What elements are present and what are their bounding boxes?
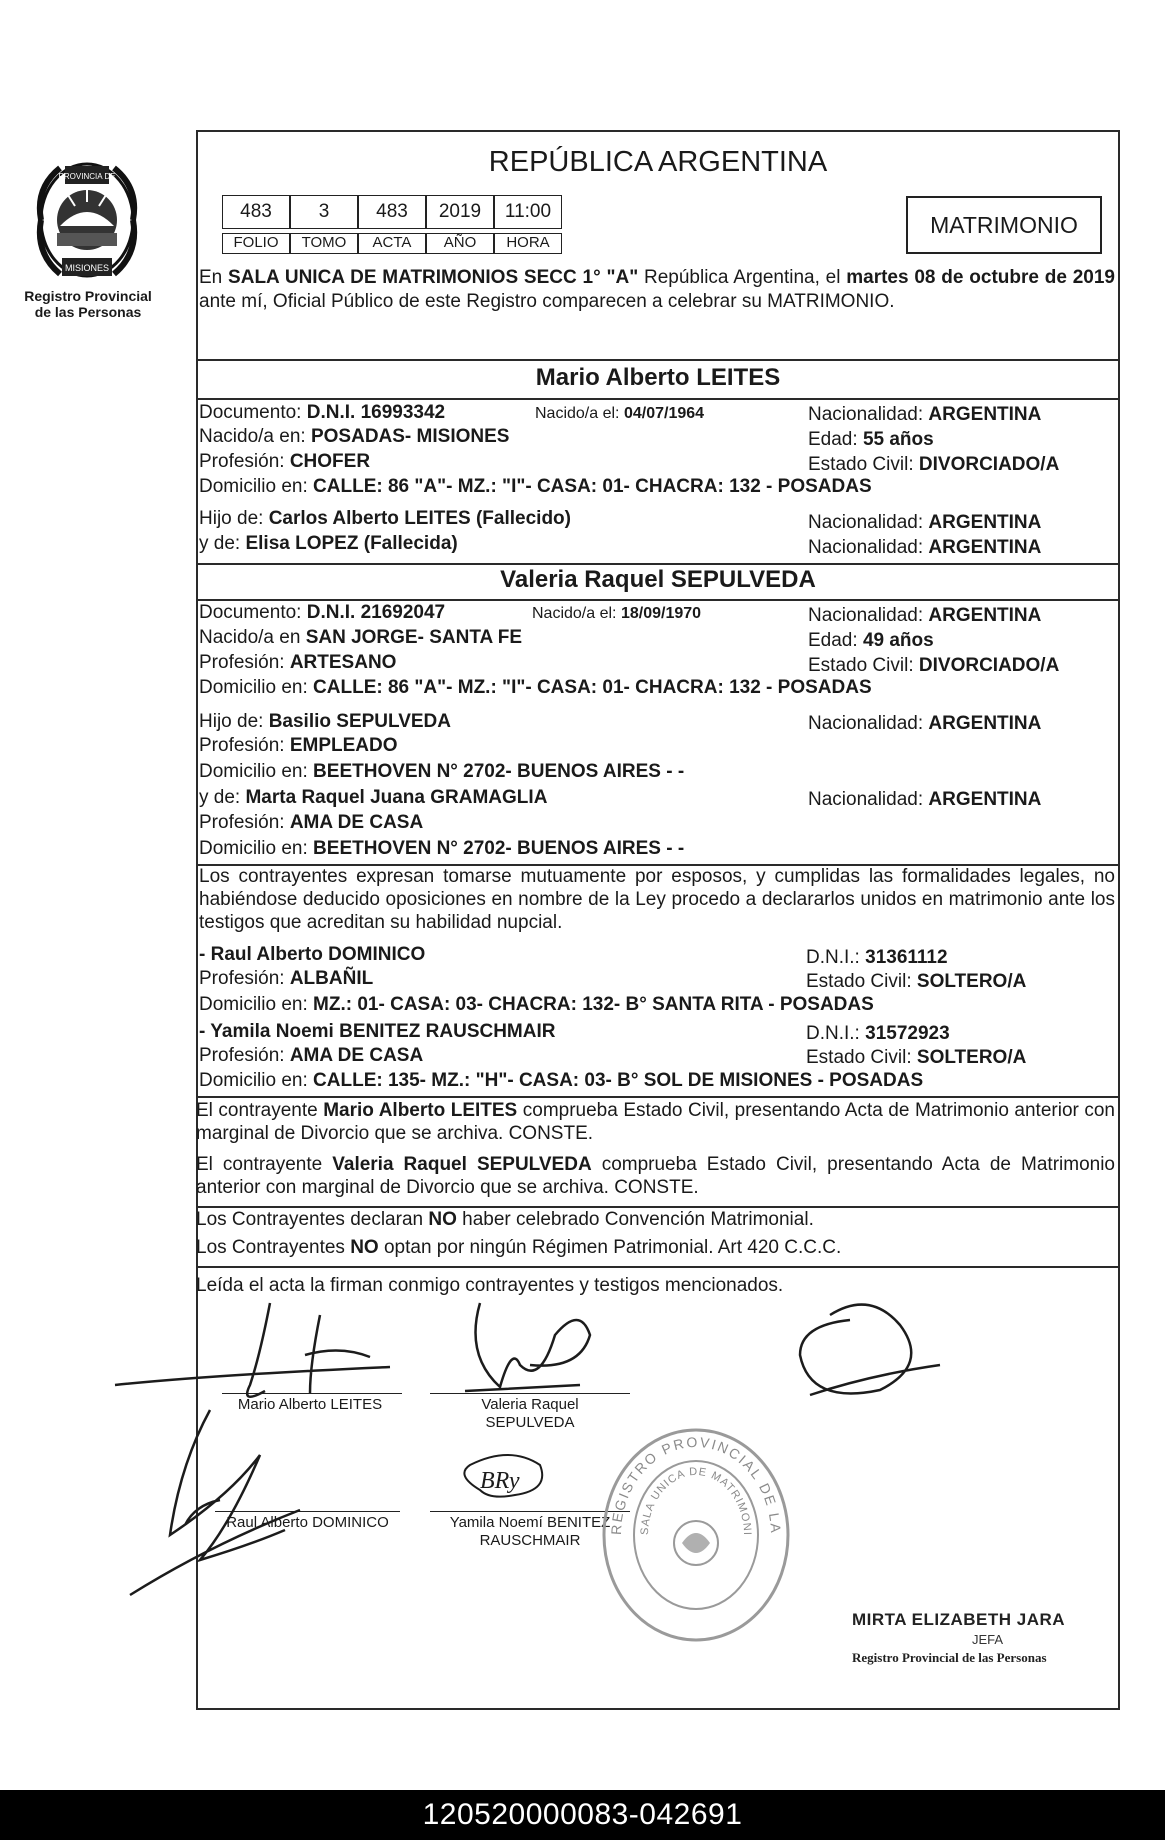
witness2-name: - Yamila Noemi BENITEZ RAUSCHMAIR [199,1021,556,1042]
patrimonial-line-1: Los Contrayentes declaran NO haber celebrado Convención Matrimonial. [196,1209,814,1230]
official-org: Registro Provincial de las Personas [852,1650,1047,1665]
signature-caption-mario: Mario Alberto LEITES [237,1396,383,1413]
spouse1-mother: y de: Elisa LOPEZ (Fallecida) [199,533,458,554]
hour-label: HORA [494,233,562,254]
witness2-civil-status: Estado Civil: SOLTERO/A [806,1047,1027,1068]
spouse2-profession: Profesión: ARTESANO [199,652,397,673]
spouse2-age: Edad: 49 años [808,630,934,651]
civil-proof-a: El contrayente Mario Alberto LEITES comprueba Estado Civil, presentando Acta de Matrimonio anterior con marginal de Divorcio que se archiva. CONSTE. [196,1100,1115,1144]
spouse2-nationality: Nacionalidad: ARGENTINA [808,605,1042,626]
witness1-name: - Raul Alberto DOMINICO [199,944,426,965]
signature-valeria-icon [465,1303,590,1391]
spouse1-doc: Documento: D.N.I. 16993342 [199,402,446,423]
svg-text:PROVINCIA DE: PROVINCIA DE [58,172,116,181]
registry-caption [18,288,158,320]
official-stamp [596,1425,796,1645]
year-value: 2019 [426,195,494,229]
signature-mario-icon [115,1303,390,1397]
record-type-box: MATRIMONIO [906,196,1102,254]
page-title: REPÚBLICA ARGENTINA [488,146,828,178]
svg-text:REGISTRO PROVINCIAL DE LAS PER: REGISTRO PROVINCIAL DE LA [607,1433,785,1536]
spouse1-civil-status: Estado Civil: DIVORCIADO/A [808,454,1060,475]
province-seal [30,158,145,283]
spouse2-father-profession: Profesión: EMPLEADO [199,735,398,756]
witness2-profession: Profesión: AMA DE CASA [199,1045,424,1066]
folio-label: FOLIO [222,233,290,254]
witness2-address: Domicilio en: CALLE: 135- MZ.: "H"- CASA: 03- B° SOL DE MISIONES - POSADAS [199,1070,924,1091]
tomo-label: TOMO [290,233,358,254]
spouse1-born: Nacido/a el: 04/07/1964 [535,405,705,422]
spouse2-birthplace: Nacido/a en SAN JORGE- SANTA FE [199,627,523,648]
signature-caption-valeria: Valeria Raquel SEPULVEDA [481,1396,579,1431]
intro-text-1: En [199,267,229,288]
seal-emblem-icon [30,158,145,283]
spouse2-mother-address: Domicilio en: BEETHOVEN N° 2702- BUENOS AIRES - - [199,838,685,859]
spouse1-age: Edad: 55 años [808,429,934,450]
year-label: AÑO [426,233,494,254]
spouse2-address: Domicilio en: CALLE: 86 "A"- MZ.: "I"- CASA: 01- CHACRA: 132 - POSADAS [199,677,872,698]
intro-place: SALA UNICA DE MATRIMONIOS SECC 1° "A" [228,267,639,288]
acta-value: 483 [358,195,426,229]
hour-value: 11:00 [494,195,562,229]
intro-paragraph [199,266,1115,314]
document-code-bar: 120520000083-042691 [0,1790,1165,1840]
spouse1-father: Hijo de: Carlos Alberto LEITES (Fallecido) [199,508,571,529]
stamp-icon [596,1425,796,1645]
spouse1-profession: Profesión: CHOFER [199,451,371,472]
spouse2-name: Valeria Raquel SEPULVEDA [500,566,816,593]
spouse2-father-address: Domicilio en: BEETHOVEN N° 2702- BUENOS AIRES - - [199,761,685,782]
svg-text:SALA UNICA DE MATRIMONIOS: SALA UNICA DE MATRIMONI [638,1465,754,1537]
handwritten-signatures [110,1295,990,1645]
intro-text-3: ante mí, Oficial Público de este Registro comparecen a celebrar su MATRIMONIO. [199,291,895,312]
spouse1-mother-nationality: Nacionalidad: ARGENTINA [808,537,1042,558]
spouse1-nationality: Nacionalidad: ARGENTINA [808,404,1042,425]
spouse2-mother-profession: Profesión: AMA DE CASA [199,812,424,833]
declaration-paragraph: Los contrayentes expresan tomarse mutuamente por esposos, y cumplidas las formalidades legales, no habiéndose deducido oposiciones en nombre de la Ley procedo a declararlos unidos en matrimonio ante los testigos que acreditan su habilidad nupcial. [199,866,1115,933]
spouse2-mother: y de: Marta Raquel Juana GRAMAGLIA [199,787,548,808]
civil-proof-b: El contrayente Valeria Raquel SEPULVEDA comprueba Estado Civil, presentando Acta de Matrimonio anterior con marginal de Divorcio que se archiva. CONSTE. [196,1154,1115,1198]
svg-text:BRy: BRy [480,1468,520,1494]
witness1-civil-status: Estado Civil: SOLTERO/A [806,971,1027,992]
official-name: MIRTA ELIZABETH JARA [852,1610,1066,1629]
intro-date: martes 08 de octubre de 2019 [846,267,1115,288]
folio-value: 483 [222,195,290,229]
spouse2-civil-status: Estado Civil: DIVORCIADO/A [808,655,1060,676]
svg-text:MISIONES: MISIONES [64,263,110,273]
caption-line-1: Registro Provincial [24,288,152,304]
caption-line-2: de las Personas [34,304,142,320]
spouse2-doc: Documento: D.N.I. 21692047 [199,602,446,623]
spouse1-name: Mario Alberto LEITES [535,364,781,391]
witness1-dni: D.N.I.: 31361112 [806,947,948,968]
signatures-intro: Leída el acta la firman conmigo contrayentes y testigos mencionados. [196,1275,784,1296]
spouse1-father-nationality: Nacionalidad: ARGENTINA [808,512,1042,533]
intro-text-2: República Argentina, el [638,267,847,288]
tomo-value: 3 [290,195,358,229]
patrimonial-line-2: Los Contrayentes NO optan por ningún Régimen Patrimonial. Art 420 C.C.C. [196,1237,842,1258]
spouse2-born: Nacido/a el: 18/09/1970 [532,605,702,622]
official-title: JEFA [972,1632,1004,1647]
acta-label: ACTA [358,233,426,254]
spouse1-address: Domicilio en: CALLE: 86 "A"- MZ.: "I"- CASA: 01- CHACRA: 132 - POSADAS [199,476,872,497]
spouse2-father-nationality: Nacionalidad: ARGENTINA [808,713,1042,734]
signature-caption-raul: Raul Alberto DOMINICO [226,1514,389,1531]
signature-official-icon [800,1305,940,1395]
spouse2-mother-nationality: Nacionalidad: ARGENTINA [808,789,1042,810]
witness1-address: Domicilio en: MZ.: 01- CASA: 03- CHACRA: 132- B° SANTA RITA - POSADAS [199,994,874,1015]
signature-raul-icon [130,1410,300,1595]
witness1-profession: Profesión: ALBAÑIL [199,968,374,989]
witness2-dni: D.N.I.: 31572923 [806,1023,950,1044]
signature-caption-yamila: Yamila Noemí BENITEZ RAUSCHMAIR [449,1514,611,1549]
spouse1-birthplace: Nacido/a en: POSADAS- MISIONES [199,426,510,447]
spouse2-father: Hijo de: Basilio SEPULVEDA [199,711,452,732]
